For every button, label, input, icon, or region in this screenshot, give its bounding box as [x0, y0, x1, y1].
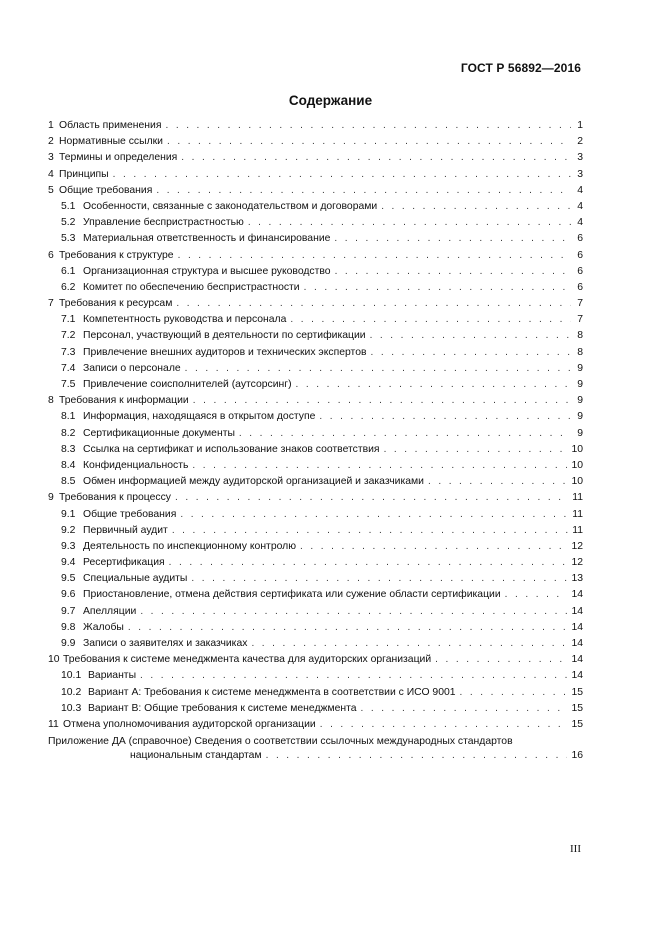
toc-entry[interactable] [48, 345, 583, 361]
toc-entry[interactable] [48, 231, 583, 247]
toc-entry-page: 1 [577, 120, 583, 131]
toc-entry[interactable] [48, 474, 583, 490]
toc-entry[interactable] [48, 199, 583, 215]
toc-entry-number: 8.1 [61, 411, 76, 423]
toc-entry-page: 10 [571, 459, 583, 471]
toc-entry-number: 9.9 [61, 638, 76, 649]
leader-dots [178, 248, 571, 264]
toc-entry-page: 7 [577, 314, 583, 326]
leader-dots [128, 620, 568, 636]
leader-dots [193, 393, 571, 409]
toc-entry-page: 6 [577, 265, 583, 277]
toc-title: Содержание [288, 93, 373, 108]
toc-entry-number: 7.5 [61, 379, 76, 390]
leader-dots [185, 361, 571, 377]
leader-dots [320, 717, 568, 733]
toc-entry[interactable] [48, 717, 583, 733]
leader-dots [181, 150, 571, 166]
toc-entry-page: 9 [577, 379, 583, 390]
toc-entry-number: 9.7 [61, 605, 76, 617]
toc-entry-page: 11 [572, 492, 583, 504]
toc-entry-title: Отмена уполномочивания аудиторской организации [63, 718, 316, 730]
leader-dots [140, 604, 567, 620]
toc-entry-title: Нормативные ссылки [59, 136, 163, 148]
toc-entry-number: 10.2 [61, 686, 82, 698]
toc-entry-number: 9.2 [61, 524, 76, 536]
toc-entry-title: Персонал, участвующий в деятельности по сертификации [83, 330, 366, 342]
leader-dots [384, 442, 568, 458]
toc-entry-number: 2 [48, 136, 54, 148]
toc-entry-title: Информация, находящаяся в открытом доступе [83, 411, 316, 423]
toc-entry-page: 8 [577, 330, 583, 342]
toc-entry-number: 9.6 [61, 589, 76, 601]
toc-entry-number: 8.3 [61, 443, 76, 455]
toc-entry[interactable] [48, 377, 583, 393]
toc-entry-number: 7.2 [61, 330, 76, 342]
toc-entry-title: Привлечение соисполнителей (аутсорсинг) [83, 379, 292, 390]
leader-dots [175, 490, 568, 506]
toc-entry[interactable] [48, 361, 583, 377]
toc-entry-page: 4 [577, 217, 583, 229]
toc-entry-number: 7.3 [61, 346, 76, 358]
toc-entry-title: Материальная ответственность и финансирование [83, 233, 331, 245]
toc-entry-title: Управление беспристрастностью [83, 217, 244, 229]
leader-dots [505, 587, 568, 603]
leader-dots [361, 701, 568, 717]
toc-entry[interactable] [48, 183, 583, 199]
toc-entry-number: 7.1 [61, 314, 76, 326]
toc-entry[interactable] [48, 636, 583, 652]
toc-entry-page: 10 [571, 476, 583, 488]
toc-entry-page: 12 [571, 557, 583, 569]
toc-entry[interactable] [48, 264, 583, 280]
toc-entry-title: Первичный аудит [83, 524, 168, 536]
toc-entry-page: 9 [577, 411, 583, 423]
toc-entry-number: 9.3 [61, 540, 76, 552]
toc-entry[interactable] [48, 409, 583, 425]
toc-entry-number: 7 [48, 298, 54, 310]
toc-entry-title: Обмен информацией между аудиторской организацией и заказчиками [83, 476, 424, 488]
toc-entry[interactable] [48, 571, 583, 587]
leader-dots [172, 523, 568, 539]
leader-dots [304, 280, 571, 296]
toc-entry-title: Ссылка на сертификат и использование знаков соответствия [83, 443, 380, 455]
toc-entry-title: Приостановление, отмена действия сертификата или сужение области сертификации [83, 589, 501, 601]
toc-entry[interactable] [48, 555, 583, 571]
toc-entry-page: 6 [577, 249, 583, 261]
toc-entry-title: Общие требования [59, 184, 153, 196]
toc-entry-page: 15 [571, 686, 583, 698]
toc-entry-page: 8 [577, 346, 583, 358]
toc-entry-title: Вариант В: Общие требования к системе менеджмента [88, 702, 357, 714]
toc-entry-page: 3 [577, 168, 583, 180]
toc-entry-title: Сертификационные документы [83, 427, 235, 439]
toc-entry-number: 3 [48, 152, 54, 164]
toc-entry[interactable] [48, 620, 583, 636]
page-number: III [570, 843, 581, 855]
toc-entry[interactable] [48, 587, 583, 603]
toc-entry[interactable] [48, 652, 583, 668]
toc-entry-page: 14 [571, 621, 583, 633]
toc-entry-number: 1 [48, 120, 54, 131]
toc-entry[interactable] [48, 150, 583, 166]
leader-dots [290, 312, 571, 328]
toc-entry-title: Конфиденциальность [83, 459, 189, 471]
toc-entry[interactable] [48, 668, 583, 684]
toc-entry-title: Требования к структуре [59, 249, 174, 261]
leader-dots [165, 118, 571, 134]
toc-entry-title: Деятельность по инспекционному контролю [83, 540, 297, 552]
leader-dots [335, 264, 571, 280]
toc-entry-page: 6 [577, 281, 583, 293]
leader-dots [371, 345, 572, 361]
toc-entry-page: 9 [577, 427, 583, 439]
toc-entry[interactable] [48, 539, 583, 555]
toc-entry-page: 13 [571, 573, 583, 585]
leader-dots [248, 215, 571, 231]
leader-dots [319, 409, 571, 425]
toc-entry-title: Комитет по обеспечению беспристрастности [83, 281, 300, 293]
toc-entry-number: 6.2 [61, 281, 76, 293]
leader-dots [266, 749, 568, 763]
toc-entry[interactable] [48, 426, 583, 442]
leader-dots [167, 134, 571, 150]
leader-dots [113, 167, 571, 183]
toc-entry-title: Варианты [88, 670, 137, 682]
toc-entry-title: Область применения [59, 120, 162, 131]
annex-page-number: 16 [571, 750, 583, 762]
toc-entry-page: 14 [571, 638, 583, 649]
toc-entry-page: 15 [571, 702, 583, 714]
toc-entry-number: 9.8 [61, 621, 76, 633]
toc-entry-number: 10.1 [61, 670, 82, 682]
toc-entry-page: 14 [571, 589, 583, 601]
leader-dots [140, 668, 567, 684]
toc-entry-title: Термины и определения [59, 152, 178, 164]
toc-entry-title: Общие требования [83, 508, 177, 520]
toc-entry-page: 14 [571, 670, 583, 682]
toc-entry-title: Организационная структура и высшее руководство [83, 265, 331, 277]
toc-entry-number: 8.5 [61, 476, 76, 488]
leader-dots [156, 183, 571, 199]
toc-entry[interactable] [48, 312, 583, 328]
toc-entry-title: Требования к информации [59, 395, 189, 407]
leader-dots [191, 571, 567, 587]
leader-dots [251, 636, 567, 652]
toc-entry[interactable] [48, 215, 583, 231]
leader-dots [460, 685, 568, 701]
toc-entry-title: Особенности, связанные с законодательством и договорами [83, 200, 378, 212]
toc-entry-number: 6 [48, 249, 54, 261]
leader-dots [192, 458, 567, 474]
toc-entry[interactable] [48, 167, 583, 183]
leader-dots [176, 296, 571, 312]
toc-entry-title: Вариант А: Требования к системе менеджмента в соответствии с ИСО 9001 [88, 686, 456, 698]
toc-entry-title: Ресертификация [83, 557, 165, 569]
toc-entry-number: 9 [48, 492, 54, 504]
toc-entry-number: 5.1 [61, 200, 76, 212]
toc-entry-page: 14 [571, 605, 583, 617]
toc-entry-number: 5 [48, 184, 54, 196]
toc-entry[interactable] [48, 458, 583, 474]
leader-dots [381, 199, 571, 215]
toc-entry-number: 6.1 [61, 265, 76, 277]
toc-entry-page: 2 [577, 136, 583, 148]
leader-dots [428, 474, 567, 490]
leader-dots [370, 328, 571, 344]
toc-entry-title: Требования к ресурсам [59, 298, 173, 310]
table-of-contents [48, 118, 583, 763]
toc-entry[interactable] [48, 604, 583, 620]
leader-dots [435, 652, 567, 668]
leader-dots [180, 507, 568, 523]
toc-entry-page: 15 [571, 718, 583, 730]
toc-entry-title: Принципы [59, 168, 109, 180]
toc-entry-title: Записи о персонале [83, 362, 181, 374]
toc-entry[interactable] [48, 393, 583, 409]
toc-entry-number: 5.2 [61, 217, 76, 229]
annex-title-line2: национальным стандартам [130, 750, 262, 762]
toc-entry[interactable] [48, 118, 583, 134]
toc-entry-title: Компетентность руководства и персонала [83, 314, 287, 326]
toc-entry-title: Записи о заявителях и заказчиках [83, 638, 248, 649]
toc-entry[interactable] [48, 248, 583, 264]
toc-entry-number: 9.4 [61, 557, 76, 569]
toc-entry[interactable] [48, 280, 583, 296]
toc-entry-page: 11 [572, 524, 583, 536]
toc-entry[interactable] [48, 296, 583, 312]
toc-entry-page: 10 [571, 443, 583, 455]
toc-entry-title: Требования к процессу [59, 492, 171, 504]
toc-entry-number: 9.5 [61, 573, 76, 585]
toc-entry-number: 5.3 [61, 233, 76, 245]
toc-entry[interactable] [48, 134, 583, 150]
toc-entry-page: 4 [577, 184, 583, 196]
toc-entry-number: 10.3 [61, 702, 82, 714]
toc-entry-number: 8 [48, 395, 54, 407]
toc-entry-page: 7 [577, 298, 583, 310]
toc-entry[interactable] [48, 328, 583, 344]
toc-entry-page: 3 [577, 152, 583, 164]
toc-entry-page: 14 [571, 654, 583, 666]
leader-dots [300, 539, 567, 555]
standard-code: ГОСТ Р 56892—2016 [460, 61, 581, 75]
toc-entry[interactable] [48, 490, 583, 506]
toc-entry[interactable] [48, 507, 583, 523]
toc-entry-number: 11 [48, 718, 59, 730]
leader-dots [334, 231, 571, 247]
toc-entry-title: Требования к системе менеджмента качества для аудиторских организаций [63, 654, 432, 666]
toc-entry-number: 4 [48, 168, 54, 180]
toc-entry[interactable] [48, 701, 583, 717]
annex-title-line1: Приложение ДА (справочное) Сведения о соответствии ссылочных международных стандартов [48, 736, 513, 748]
leader-dots [169, 555, 568, 571]
toc-entry-page: 12 [571, 540, 583, 552]
toc-entry-title: Апелляции [83, 605, 137, 617]
toc-entry[interactable] [48, 685, 583, 701]
leader-dots [239, 426, 571, 442]
toc-entry[interactable] [48, 442, 583, 458]
toc-entry-title: Привлечение внешних аудиторов и технических экспертов [83, 346, 367, 358]
toc-annex-entry[interactable] [48, 735, 583, 763]
toc-entry-number: 8.2 [61, 427, 76, 439]
toc-entry-number: 7.4 [61, 362, 76, 374]
toc-entry-number: 9.1 [61, 508, 76, 520]
leader-dots [296, 377, 571, 393]
toc-entry-page: 4 [577, 200, 583, 212]
toc-entry-page: 9 [577, 395, 583, 407]
toc-entry-page: 11 [572, 508, 583, 520]
toc-entry[interactable] [48, 523, 583, 539]
toc-entry-number: 8.4 [61, 459, 76, 471]
toc-entry-page: 9 [577, 362, 583, 374]
toc-entry-title: Специальные аудиты [83, 573, 188, 585]
toc-entry-number: 10 [48, 654, 60, 666]
toc-entry-page: 6 [577, 233, 583, 245]
toc-entry-title: Жалобы [83, 621, 124, 633]
